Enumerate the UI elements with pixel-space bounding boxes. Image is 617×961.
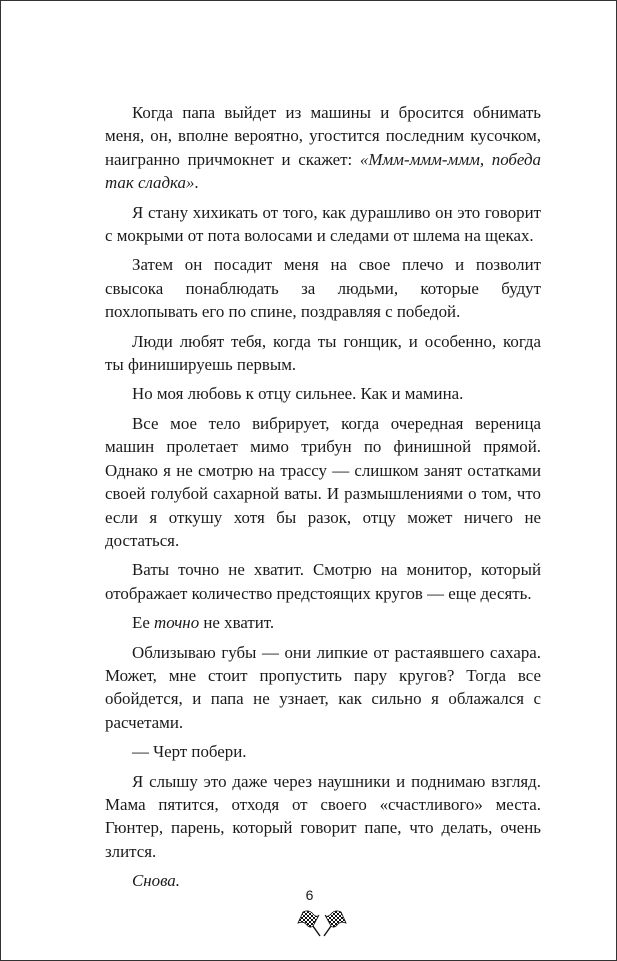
text-run: Я слышу это даже через наушники и поднимаю взгляд. Мама пятится, отходя от своего «счастливого» места. Гюнтер, парень, который говорит папе, что делать, очень злится.: [105, 771, 541, 861]
paragraph: [105, 101, 541, 195]
dialogue-line: [105, 740, 541, 763]
text-run: — Черт побери.: [132, 742, 247, 762]
text-run: Все мое тело вибрирует, когда очередная вереница машин пролетает мимо трибун по финишной прямой. Однако я не смотрю на трассу — слишком занят остатками своей голубой сахарной ваты. И размышлениями о том, что если я откушу хотя бы разок, отцу может ничего не достаться.: [105, 413, 541, 550]
text-run: Облизываю губы — они липкие от растаявшего сахара. Может, мне стоит пропустить пару кругов? Тогда все обойдется, и папа не узнает, как сильно я облажался с расчетами.: [105, 642, 541, 732]
text-run: не хватит.: [199, 613, 275, 633]
paragraph: [105, 253, 541, 323]
text-run: Я стану хихикать от того, как дурашливо он это говорит с мокрыми от пота волосами и следами от шлема на щеках.: [105, 202, 541, 246]
text-run: Но моя любовь к отцу сильнее. Как и мамина.: [132, 384, 464, 404]
paragraph: [105, 412, 541, 552]
text-run: Затем он посадит меня на свое плечо и позволит свысока понаблюдать за людьми, которые будут похлопывать его по спине, поздравляя с победой.: [105, 255, 541, 322]
paragraph: [105, 611, 541, 634]
text-run: Когда папа выйдет из машины и бросится обнимать меня, он, вполне вероятно, угостится последним кусочком, наигранно причмокнет и скажет:: [105, 103, 541, 169]
paragraph: [105, 558, 541, 605]
italic-text-run: Снова.: [132, 871, 180, 891]
text-run: .: [194, 173, 199, 193]
italic-text-run: «Ммм-ммм-ммм, победа так сладка»: [105, 149, 541, 193]
text-run: Ваты точно не хватит. Смотрю на монитор, который отображает количество предстоящих кругов — еще десять.: [105, 560, 541, 603]
page-number: 6: [305, 887, 314, 903]
paragraph: [105, 201, 541, 248]
paragraph: [105, 330, 541, 377]
body-text: [105, 101, 541, 899]
text-run: Люди любят тебя, когда ты гонщик, и особенно, когда ты финишируешь первым.: [105, 331, 541, 375]
checkered-flags-icon: [297, 909, 347, 937]
paragraph: [105, 770, 541, 864]
text-run: Ее: [132, 613, 155, 633]
paragraph: [105, 382, 541, 405]
paragraph: [105, 641, 541, 735]
italic-text-run: точно: [154, 613, 200, 633]
